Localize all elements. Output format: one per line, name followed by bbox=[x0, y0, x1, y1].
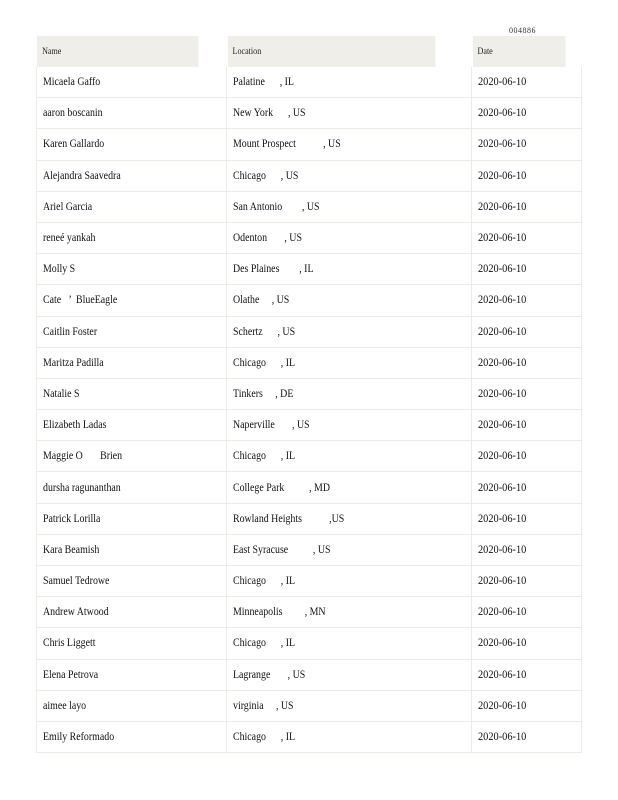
date-cell-text: 2020-06-10 bbox=[478, 450, 527, 463]
name-cell bbox=[37, 67, 227, 98]
date-cell-text: 2020-06-10 bbox=[478, 76, 527, 89]
table-row bbox=[37, 721, 582, 752]
location-cell-text: Minneapolis , MN bbox=[233, 606, 326, 619]
date-cell bbox=[472, 503, 582, 534]
location-cell bbox=[227, 534, 472, 565]
date-cell-text: 2020-06-10 bbox=[478, 200, 527, 213]
location-cell bbox=[227, 129, 472, 160]
date-cell-text: 2020-06-10 bbox=[478, 699, 527, 712]
location-cell-text: Palatine , IL bbox=[233, 76, 294, 89]
header-row bbox=[37, 36, 582, 67]
name-cell bbox=[37, 347, 227, 378]
name-cell-text: Chris Liggett bbox=[43, 637, 96, 650]
name-cell-text: Maggie O Brien bbox=[43, 450, 123, 463]
name-cell-text: Alejandra Saavedra bbox=[43, 169, 121, 182]
location-cell bbox=[227, 410, 472, 441]
name-cell-text: Natalie S bbox=[43, 387, 80, 400]
name-cell bbox=[37, 628, 227, 659]
location-cell bbox=[227, 503, 472, 534]
date-cell bbox=[472, 285, 582, 316]
date-cell bbox=[472, 628, 582, 659]
table-row bbox=[37, 503, 582, 534]
location-cell bbox=[227, 721, 472, 752]
table-row bbox=[37, 98, 582, 129]
name-cell bbox=[37, 160, 227, 191]
location-cell-text: Chicago , IL bbox=[233, 450, 296, 463]
location-cell bbox=[227, 254, 472, 285]
column-header-name: Name bbox=[37, 36, 199, 67]
table-row bbox=[37, 316, 582, 347]
location-cell bbox=[227, 316, 472, 347]
location-cell bbox=[227, 597, 472, 628]
date-cell bbox=[472, 566, 582, 597]
date-cell-text: 2020-06-10 bbox=[478, 387, 527, 400]
table-row bbox=[37, 129, 582, 160]
date-cell-text: 2020-06-10 bbox=[478, 138, 527, 151]
table-row bbox=[37, 160, 582, 191]
date-cell bbox=[472, 222, 582, 253]
date-cell bbox=[472, 98, 582, 129]
location-cell bbox=[227, 378, 472, 409]
location-cell-text: Des Plaines , IL bbox=[233, 263, 314, 276]
location-cell-text: Chicago , IL bbox=[233, 637, 296, 650]
table-row bbox=[37, 285, 582, 316]
location-cell bbox=[227, 347, 472, 378]
name-cell bbox=[37, 98, 227, 129]
date-cell-text: 2020-06-10 bbox=[478, 575, 527, 588]
location-cell-text: Chicago , IL bbox=[233, 575, 296, 588]
name-cell-text: Cate ’ BlueEagle bbox=[43, 294, 118, 307]
name-cell-text: Elena Petrova bbox=[43, 668, 99, 681]
name-cell-text: Samuel Tedrowe bbox=[43, 575, 110, 588]
name-cell-text: Kara Beamish bbox=[43, 543, 100, 556]
date-cell bbox=[472, 472, 582, 503]
table-row bbox=[37, 628, 582, 659]
location-cell-text: Rowland Heights ,US bbox=[233, 512, 345, 525]
location-cell-text: Schertz , US bbox=[233, 325, 296, 338]
date-cell bbox=[472, 659, 582, 690]
name-cell bbox=[37, 566, 227, 597]
table-row bbox=[37, 191, 582, 222]
date-cell bbox=[472, 160, 582, 191]
name-cell bbox=[37, 690, 227, 721]
location-cell bbox=[227, 690, 472, 721]
location-cell bbox=[227, 628, 472, 659]
location-cell-text: virginia , US bbox=[233, 699, 294, 712]
name-cell-text: reneé yankah bbox=[43, 232, 96, 245]
name-cell bbox=[37, 378, 227, 409]
date-cell bbox=[472, 129, 582, 160]
location-cell-text: Chicago , IL bbox=[233, 731, 296, 744]
date-cell bbox=[472, 316, 582, 347]
location-cell-text: Mount Prospect , US bbox=[233, 138, 341, 151]
table-header bbox=[37, 36, 582, 67]
table-row bbox=[37, 378, 582, 409]
location-cell-text: New York , US bbox=[233, 107, 306, 120]
name-cell-text: aimee layo bbox=[43, 699, 87, 712]
name-cell-text: Maritza Padilla bbox=[43, 356, 104, 369]
name-cell bbox=[37, 410, 227, 441]
date-cell-text: 2020-06-10 bbox=[478, 107, 527, 120]
date-cell bbox=[472, 441, 582, 472]
table-row bbox=[37, 410, 582, 441]
location-cell-text: Chicago , US bbox=[233, 169, 299, 182]
date-cell-text: 2020-06-10 bbox=[478, 668, 527, 681]
name-cell bbox=[37, 534, 227, 565]
name-cell-text: Micaela Gaffo bbox=[43, 76, 101, 89]
name-cell-text: Andrew Atwood bbox=[43, 606, 109, 619]
name-cell-text: Ariel Garcia bbox=[43, 200, 93, 213]
date-cell bbox=[472, 410, 582, 441]
page-number: 004886 bbox=[509, 26, 536, 35]
location-cell-text: Lagrange , US bbox=[233, 668, 306, 681]
table-row bbox=[37, 441, 582, 472]
location-cell-text: Chicago , IL bbox=[233, 356, 296, 369]
name-cell bbox=[37, 222, 227, 253]
name-cell-text: aaron boscanin bbox=[43, 107, 103, 120]
location-cell-text: Olathe , US bbox=[233, 294, 290, 307]
date-cell bbox=[472, 254, 582, 285]
date-cell bbox=[472, 191, 582, 222]
location-cell bbox=[227, 285, 472, 316]
name-cell bbox=[37, 441, 227, 472]
column-header-date: Date bbox=[472, 36, 566, 67]
date-cell-text: 2020-06-10 bbox=[478, 263, 527, 276]
location-cell-text: Naperville , US bbox=[233, 419, 310, 432]
location-cell bbox=[227, 67, 472, 98]
name-cell-text: Emily Reformado bbox=[43, 731, 115, 744]
date-cell-text: 2020-06-10 bbox=[478, 543, 527, 556]
location-cell bbox=[227, 98, 472, 129]
date-cell-text: 2020-06-10 bbox=[478, 232, 527, 245]
location-cell bbox=[227, 472, 472, 503]
location-cell-text: San Antonio , US bbox=[233, 200, 320, 213]
location-cell-text: Tinkers , DE bbox=[233, 387, 294, 400]
name-cell bbox=[37, 316, 227, 347]
table-row bbox=[37, 690, 582, 721]
date-cell bbox=[472, 67, 582, 98]
name-cell-text: Patrick Lorilla bbox=[43, 512, 101, 525]
date-cell-text: 2020-06-10 bbox=[478, 356, 527, 369]
name-cell bbox=[37, 659, 227, 690]
name-cell bbox=[37, 597, 227, 628]
location-cell bbox=[227, 659, 472, 690]
name-cell-text: Caitlin Foster bbox=[43, 325, 98, 338]
date-cell-text: 2020-06-10 bbox=[478, 325, 527, 338]
date-cell bbox=[472, 534, 582, 565]
table-row bbox=[37, 347, 582, 378]
date-cell-text: 2020-06-10 bbox=[478, 606, 527, 619]
name-cell bbox=[37, 191, 227, 222]
table-row bbox=[37, 472, 582, 503]
table-row bbox=[37, 222, 582, 253]
date-cell bbox=[472, 378, 582, 409]
location-cell-text: East Syracuse , US bbox=[233, 543, 331, 556]
date-cell-text: 2020-06-10 bbox=[478, 481, 527, 494]
name-cell bbox=[37, 472, 227, 503]
date-cell bbox=[472, 347, 582, 378]
date-cell bbox=[472, 721, 582, 752]
date-cell-text: 2020-06-10 bbox=[478, 294, 527, 307]
date-cell-text: 2020-06-10 bbox=[478, 731, 527, 744]
date-cell bbox=[472, 690, 582, 721]
name-cell-text: dursha ragunanthan bbox=[43, 481, 121, 494]
name-cell bbox=[37, 503, 227, 534]
name-cell-text: Karen Gallardo bbox=[43, 138, 105, 151]
table-row bbox=[37, 566, 582, 597]
date-cell-text: 2020-06-10 bbox=[478, 419, 527, 432]
date-cell bbox=[472, 597, 582, 628]
name-cell bbox=[37, 129, 227, 160]
table-row bbox=[37, 597, 582, 628]
date-cell-text: 2020-06-10 bbox=[478, 512, 527, 525]
table-row bbox=[37, 534, 582, 565]
name-cell bbox=[37, 285, 227, 316]
name-cell bbox=[37, 721, 227, 752]
name-cell bbox=[37, 254, 227, 285]
location-cell bbox=[227, 160, 472, 191]
date-cell-text: 2020-06-10 bbox=[478, 169, 527, 182]
location-cell bbox=[227, 191, 472, 222]
signature-table bbox=[36, 36, 582, 753]
location-cell bbox=[227, 222, 472, 253]
table-row bbox=[37, 254, 582, 285]
table-row bbox=[37, 67, 582, 98]
column-header-location: Location bbox=[227, 36, 435, 67]
location-cell bbox=[227, 441, 472, 472]
name-cell-text: Elizabeth Ladas bbox=[43, 419, 107, 432]
location-cell-text: Odenton , US bbox=[233, 232, 302, 245]
table-row bbox=[37, 659, 582, 690]
name-cell-text: Molly S bbox=[43, 263, 76, 276]
location-cell-text: College Park , MD bbox=[233, 481, 330, 494]
table-body bbox=[37, 67, 582, 753]
location-cell bbox=[227, 566, 472, 597]
date-cell-text: 2020-06-10 bbox=[478, 637, 527, 650]
